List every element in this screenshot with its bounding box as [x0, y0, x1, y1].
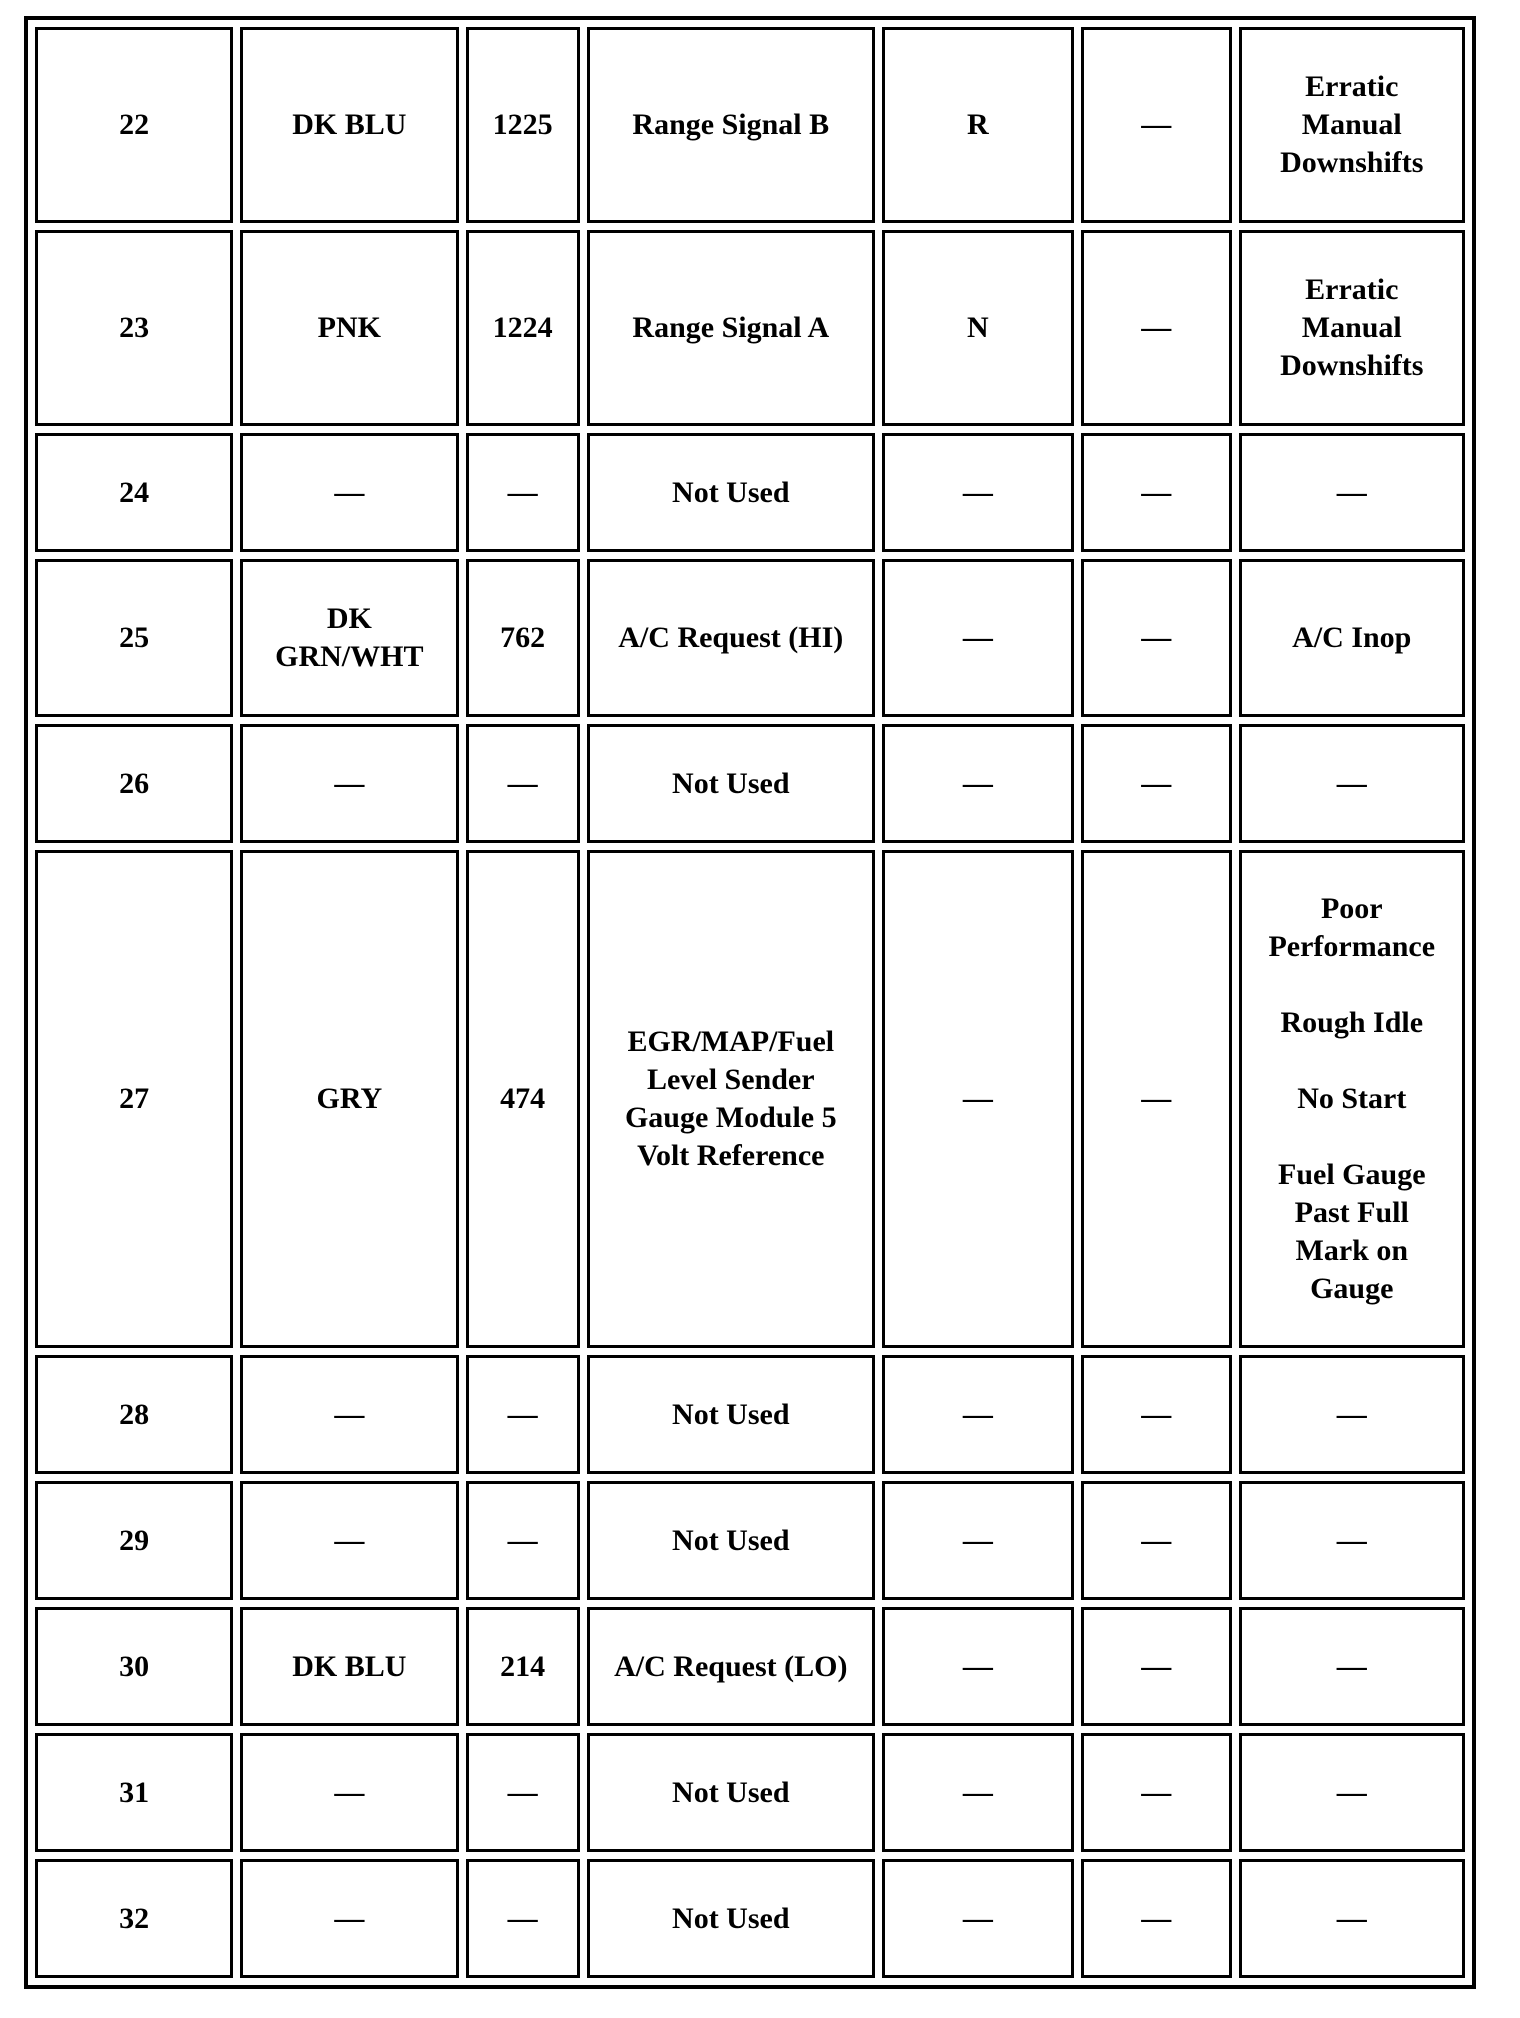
- possible-effect-cell: A/C Inop: [1239, 559, 1465, 717]
- table-row: [35, 1481, 1465, 1600]
- value-cell-1: —: [882, 559, 1074, 717]
- possible-effect-cell: —: [1239, 724, 1465, 843]
- function-cell: Not Used: [587, 1859, 875, 1978]
- possible-effect-cell: Erratic Manual Downshifts: [1239, 230, 1465, 426]
- function-cell: A/C Request (LO): [587, 1607, 875, 1726]
- function-cell: Range Signal B: [587, 27, 875, 223]
- pin-number-cell: 29: [35, 1481, 233, 1600]
- wire-color-cell: DK BLU: [240, 1607, 458, 1726]
- possible-effect-cell: —: [1239, 1859, 1465, 1978]
- function-cell: Not Used: [587, 1355, 875, 1474]
- value-cell-1: —: [882, 1355, 1074, 1474]
- value-cell-1: —: [882, 433, 1074, 552]
- table-row: [35, 433, 1465, 552]
- table-row: [35, 1859, 1465, 1978]
- connector-pinout-table: [24, 16, 1476, 1989]
- table-row: [35, 1733, 1465, 1852]
- wire-color-cell: —: [240, 433, 458, 552]
- wire-color-cell: —: [240, 1481, 458, 1600]
- value-cell-1: N: [882, 230, 1074, 426]
- circuit-number-cell: —: [466, 433, 580, 552]
- pin-number-cell: 30: [35, 1607, 233, 1726]
- table-row: [35, 1355, 1465, 1474]
- value-cell-2: —: [1081, 433, 1232, 552]
- wire-color-cell: PNK: [240, 230, 458, 426]
- function-cell: Not Used: [587, 724, 875, 843]
- possible-effect-cell: —: [1239, 1481, 1465, 1600]
- value-cell-1: —: [882, 1481, 1074, 1600]
- table-row: [35, 27, 1465, 223]
- value-cell-1: —: [882, 1733, 1074, 1852]
- function-cell: Not Used: [587, 1733, 875, 1852]
- circuit-number-cell: 214: [466, 1607, 580, 1726]
- wire-color-cell: —: [240, 1859, 458, 1978]
- table-row: [35, 724, 1465, 843]
- table-body: [35, 27, 1465, 1978]
- value-cell-1: R: [882, 27, 1074, 223]
- table-row: [35, 230, 1465, 426]
- value-cell-2: —: [1081, 850, 1232, 1348]
- value-cell-2: —: [1081, 1859, 1232, 1978]
- pin-number-cell: 22: [35, 27, 233, 223]
- circuit-number-cell: 474: [466, 850, 580, 1348]
- function-cell: Not Used: [587, 1481, 875, 1600]
- function-cell: A/C Request (HI): [587, 559, 875, 717]
- circuit-number-cell: 762: [466, 559, 580, 717]
- table-row: [35, 850, 1465, 1348]
- value-cell-2: —: [1081, 1481, 1232, 1600]
- possible-effect-cell: —: [1239, 1607, 1465, 1726]
- table-row: [35, 559, 1465, 717]
- value-cell-1: —: [882, 724, 1074, 843]
- value-cell-2: —: [1081, 559, 1232, 717]
- value-cell-2: —: [1081, 1355, 1232, 1474]
- circuit-number-cell: —: [466, 1859, 580, 1978]
- wire-color-cell: —: [240, 1355, 458, 1474]
- value-cell-1: —: [882, 1607, 1074, 1726]
- possible-effect-cell: Poor Performance Rough Idle No Start Fuel Gauge Past Full Mark on Gauge: [1239, 850, 1465, 1348]
- function-cell: Range Signal A: [587, 230, 875, 426]
- function-cell: EGR/MAP/Fuel Level Sender Gauge Module 5 Volt Reference: [587, 850, 875, 1348]
- circuit-number-cell: —: [466, 1355, 580, 1474]
- wire-color-cell: —: [240, 1733, 458, 1852]
- pin-number-cell: 23: [35, 230, 233, 426]
- circuit-number-cell: —: [466, 1481, 580, 1600]
- wire-color-cell: GRY: [240, 850, 458, 1348]
- possible-effect-cell: —: [1239, 1733, 1465, 1852]
- value-cell-2: —: [1081, 1607, 1232, 1726]
- value-cell-2: —: [1081, 27, 1232, 223]
- circuit-number-cell: —: [466, 1733, 580, 1852]
- pin-number-cell: 25: [35, 559, 233, 717]
- possible-effect-cell: Erratic Manual Downshifts: [1239, 27, 1465, 223]
- pin-number-cell: 27: [35, 850, 233, 1348]
- value-cell-2: —: [1081, 724, 1232, 843]
- value-cell-1: —: [882, 1859, 1074, 1978]
- circuit-number-cell: —: [466, 724, 580, 843]
- pin-number-cell: 31: [35, 1733, 233, 1852]
- pin-number-cell: 24: [35, 433, 233, 552]
- wire-color-cell: DK BLU: [240, 27, 458, 223]
- circuit-number-cell: 1225: [466, 27, 580, 223]
- pin-number-cell: 26: [35, 724, 233, 843]
- possible-effect-cell: —: [1239, 1355, 1465, 1474]
- value-cell-2: —: [1081, 1733, 1232, 1852]
- value-cell-1: —: [882, 850, 1074, 1348]
- pin-number-cell: 28: [35, 1355, 233, 1474]
- value-cell-2: —: [1081, 230, 1232, 426]
- possible-effect-cell: —: [1239, 433, 1465, 552]
- circuit-number-cell: 1224: [466, 230, 580, 426]
- function-cell: Not Used: [587, 433, 875, 552]
- table-row: [35, 1607, 1465, 1726]
- wire-color-cell: —: [240, 724, 458, 843]
- wire-color-cell: DK GRN/WHT: [240, 559, 458, 717]
- pin-number-cell: 32: [35, 1859, 233, 1978]
